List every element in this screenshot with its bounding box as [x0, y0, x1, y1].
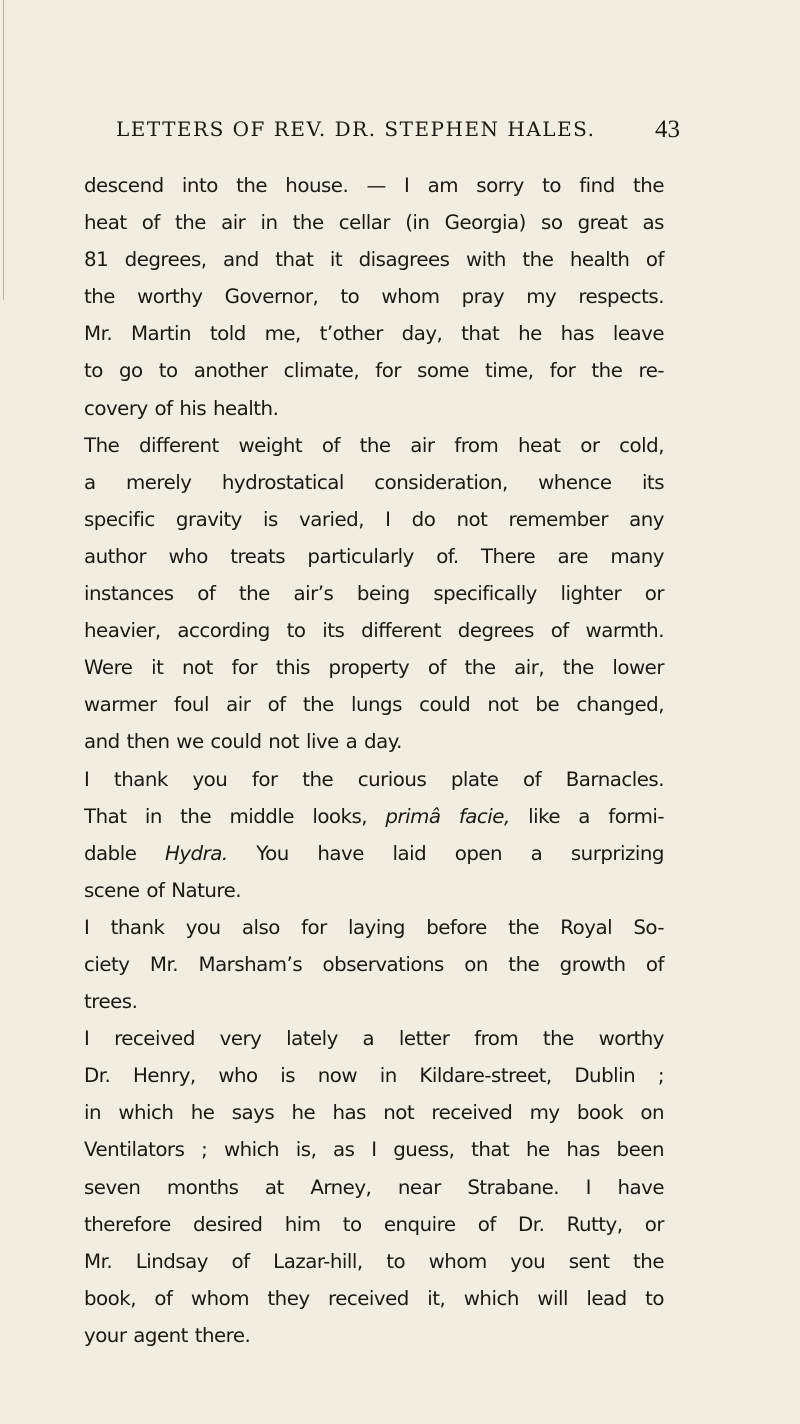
text-line: to go to another climate, for some time, for the re-: [84, 359, 664, 383]
text-run: That in the middle looks,: [84, 804, 386, 828]
text-line: Were it not for this property of the air, the lower: [84, 656, 664, 680]
text-line: The different weight of the air from heat or cold,: [84, 433, 664, 457]
text-line: ciety Mr. Marsham’s observations on the growth of: [84, 952, 664, 976]
text-line: Mr. Martin told me, t’other day, that he has leave: [84, 322, 664, 346]
text-line: Mr. Lindsay of Lazar-hill, to whom you sent the: [84, 1249, 664, 1273]
text-line: heat of the air in the cellar (in Georgia) so great as: [84, 211, 664, 235]
italic-phrase: Hydra.: [164, 841, 228, 865]
text-line: heavier, according to its different degrees of warmth.: [84, 619, 664, 643]
text-line: therefore desired him to enquire of Dr. Rutty, or: [84, 1212, 664, 1236]
running-head-title: LETTERS OF REV. DR. STEPHEN HALES.: [116, 117, 596, 141]
text-line: covery of his health.: [84, 396, 279, 420]
letter-body: [84, 167, 664, 1354]
page-edge-rule: [3, 0, 4, 300]
text-line: scene of Nature.: [84, 878, 242, 902]
running-head: [116, 117, 716, 147]
text-line: 81 degrees, and that it disagrees with the health of: [84, 248, 664, 272]
text-line: in which he says he has not received my book on: [84, 1101, 664, 1125]
text-line: author who treats particularly of. There are many: [84, 544, 664, 568]
text-run: dable: [84, 841, 165, 865]
text-line: descend into the house. — I am sorry to find the: [84, 174, 664, 197]
text-run: like a formi-: [509, 804, 665, 828]
text-line: Dr. Henry, who is now in Kildare-street, Dublin ;: [84, 1064, 664, 1088]
text-line: seven months at Arney, near Strabane. I have: [84, 1175, 664, 1199]
text-line: Ventilators ; which is, as I guess, that he has been: [84, 1138, 664, 1162]
text-line: trees.: [84, 990, 138, 1014]
text-line: a merely hydrostatical consideration, whence its: [84, 470, 664, 494]
text-line: your agent there.: [84, 1323, 251, 1347]
text-line: warmer foul air of the lungs could not be changed,: [84, 693, 664, 717]
text-line: specific gravity is varied, I do not remember any: [84, 507, 664, 531]
text-line: book, of whom they received it, which will lead to: [84, 1286, 664, 1310]
italic-phrase: primâ facie,: [385, 804, 510, 828]
text-line: the worthy Governor, to whom pray my respects.: [84, 285, 664, 309]
page-number: 43: [655, 116, 680, 143]
text-line: I received very lately a letter from the worthy: [84, 1027, 664, 1051]
text-line: instances of the air’s being specifically lighter or: [84, 582, 664, 606]
text-line: I thank you also for laying before the Royal So-: [84, 915, 664, 939]
text-line-mixed: [84, 798, 664, 835]
text-line-mixed: [84, 835, 664, 872]
text-run: You have laid open a surprizing: [227, 841, 664, 865]
text-line: I thank you for the curious plate of Barnacles.: [84, 767, 664, 791]
text-line: and then we could not live a day.: [84, 730, 402, 754]
